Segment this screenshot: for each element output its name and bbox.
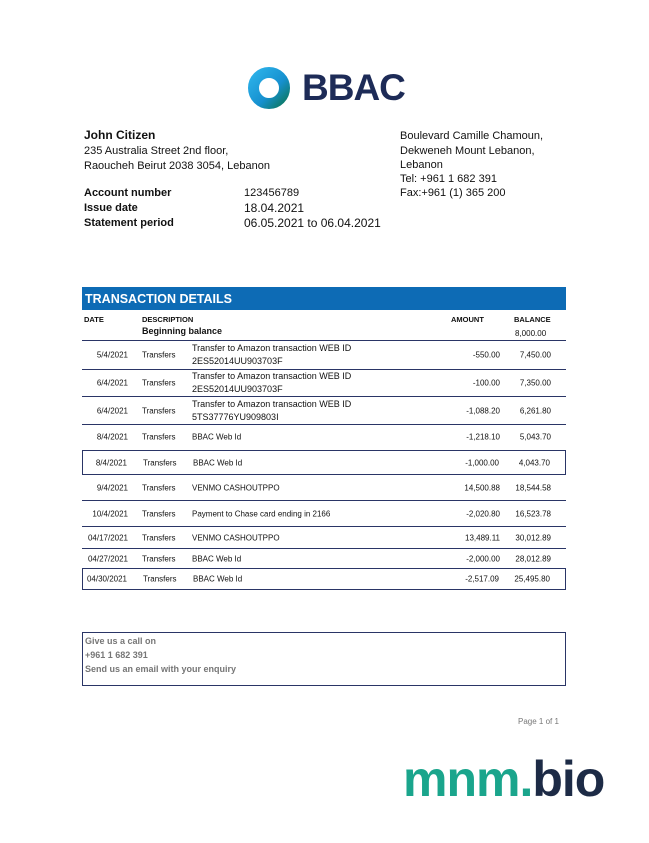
row-type: Transfers [142,378,176,388]
row-date: 8/4/2021 [96,432,128,442]
beginning-balance-label: Beginning balance [142,326,223,336]
row-balance: 7,450.00 [519,350,551,360]
row-type: Transfers [142,509,176,518]
contact-phone: +961 1 682 391 [85,650,148,660]
row-type: Transfers [143,458,177,467]
table-row [82,397,566,424]
row-amount: -100.00 [472,378,500,388]
bank-fax: Fax:+961 (1) 365 200 [400,187,506,199]
bank-address-line2: Dekweneh Mount Lebanon, [400,145,535,157]
row-description: VENMO CASHOUTPPO [192,483,280,493]
bank-address-line3: Lebanon [400,159,443,171]
row-description: BBAC Web Id [192,432,242,442]
table-row [82,476,566,500]
row-balance: 16,523.78 [515,509,551,518]
beginning-balance-value: 8,000.00 [515,329,547,338]
row-balance: 7,350.00 [519,378,551,388]
row-date: 6/4/2021 [96,406,128,415]
col-amount-header: AMOUNT [451,315,484,324]
row-balance: 18,544.58 [515,483,551,493]
contact-box [82,632,566,686]
row-description: BBAC Web Id [193,574,243,584]
bank-address-line1: Boulevard Camille Chamoun, [400,130,544,142]
row-type: Transfers [142,350,176,360]
row-date: 04/30/2021 [86,574,127,584]
row-description: Transfer to Amazon transaction WEB ID 2ES52014UU903703F [192,343,352,366]
watermark-part2: bio [532,751,605,807]
row-balance: 28,012.89 [515,554,551,563]
row-description: Transfer to Amazon transaction WEB ID 2ES52014UU903703F [192,371,352,394]
row-type: Transfers [142,533,176,542]
page-number: Page 1 of 1 [518,717,559,726]
bank-tel: Tel: +961 1 682 391 [400,173,497,185]
table-row [82,425,566,449]
logo-brand-text: BBAC [302,67,405,108]
row-balance: 6,261.80 [519,406,551,415]
row-type: Transfers [142,406,176,415]
table-row [82,450,566,475]
row-type: Transfers [142,432,176,442]
row-date: 5/4/2021 [96,350,128,360]
row-type: Transfers [143,574,177,584]
watermark-part1: mnm. [403,751,533,807]
row-date: 9/4/2021 [96,483,128,493]
customer-address-line1: 235 Australia Street 2nd floor, [84,145,229,157]
table-row [82,568,566,590]
customer-address-line2: Raoucheh Beirut 2038 3054, Lebanon [84,160,270,172]
row-type: Transfers [142,483,176,493]
table-row [82,370,566,396]
row-type: Transfers [142,554,176,563]
row-description: BBAC Web Id [192,554,242,563]
row-description: Payment to Chase card ending in 2166 [192,509,331,518]
watermark [403,750,604,808]
contact-line1: Give us a call on [85,636,157,646]
row-amount: -550.00 [472,350,500,360]
transaction-details-title: TRANSACTION DETAILS [85,292,232,306]
table-row [82,341,566,369]
table-row [82,527,566,548]
row-amount: 13,489.11 [465,533,500,542]
row-balance: 25,495.80 [514,574,550,584]
row-balance: 4,043.70 [518,458,550,467]
account-number-value: 123456789 [244,187,300,199]
statement-period-value: 06.05.2021 to 06.04.2021 [244,216,381,230]
col-balance-header: BALANCE [514,315,551,324]
col-date-header: DATE [84,315,104,324]
statement-period-label: Statement period [84,217,174,229]
row-amount: -2,517.09 [465,574,499,584]
table-row [82,501,566,526]
row-description: Transfer to Amazon transaction WEB ID 5TS37776YU909803I [192,398,352,422]
col-description-header: DESCRIPTION [142,315,194,324]
row-date: 04/17/2021 [87,533,128,542]
issue-date-value: 18.04.2021 [244,201,305,215]
row-amount: -1,088.20 [466,406,500,415]
bank-logo [247,66,409,110]
customer-name: John Citizen [84,128,156,142]
row-amount: -2,000.00 [466,554,500,563]
row-description: VENMO CASHOUTPPO [192,533,280,542]
row-date: 8/4/2021 [95,458,127,467]
logo-ring-icon [247,66,291,110]
transaction-details-header [82,287,566,310]
row-amount: -1,000.00 [465,458,499,467]
row-date: 10/4/2021 [92,509,128,518]
row-amount: -1,218.10 [466,432,500,442]
row-amount: 14,500.88 [464,483,500,493]
row-date: 6/4/2021 [96,378,128,388]
account-number-label: Account number [84,187,172,199]
row-amount: -2,020.80 [466,509,500,518]
row-description: BBAC Web Id [193,458,243,467]
row-date: 04/27/2021 [87,554,128,563]
table-row [82,549,566,568]
issue-date-label: Issue date [84,202,138,214]
contact-email-line: Send us an email with your enquiry [85,664,237,674]
row-balance: 5,043.70 [519,432,551,442]
row-balance: 30,012.89 [515,533,551,542]
